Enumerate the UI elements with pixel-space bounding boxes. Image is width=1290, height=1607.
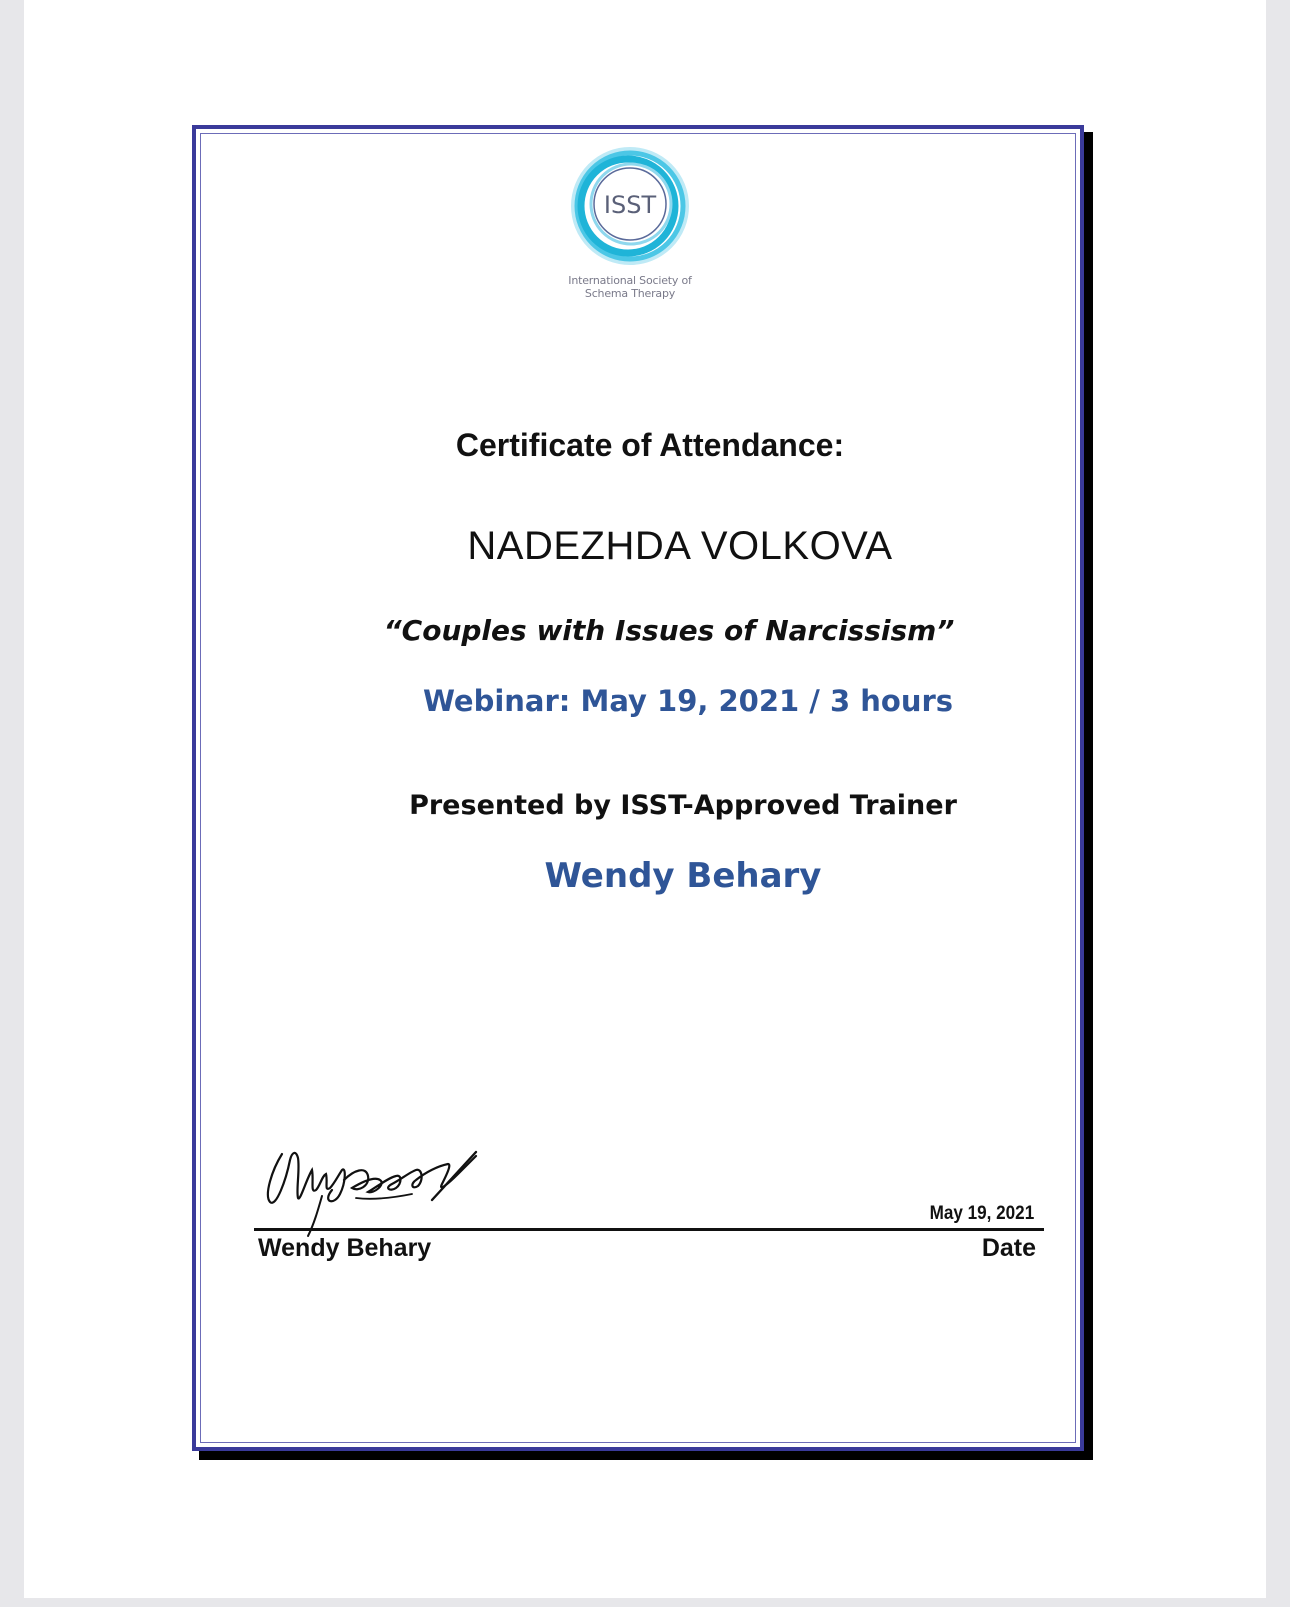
logo-org-line2: Schema Therapy	[584, 287, 676, 300]
isst-logo	[560, 146, 700, 306]
recipient-name: NADEZHDA VOLKOVA	[467, 524, 893, 568]
logo-org-name	[560, 274, 700, 300]
trainer-name: Wendy Behary	[544, 856, 822, 896]
presented-by-label: Presented by ISST-Approved Trainer	[409, 790, 957, 821]
signature-line	[254, 1228, 1044, 1231]
logo-org-line1: International Society of	[568, 274, 692, 287]
date-label: Date	[981, 1234, 1036, 1262]
certificate-title: Certificate of Attendance:	[455, 427, 845, 463]
handwritten-signature	[262, 1140, 484, 1240]
isst-ring-icon	[568, 146, 692, 270]
course-title: “Couples with Issues of Narcissism”	[383, 614, 955, 647]
webinar-details: Webinar: May 19, 2021 / 3 hours	[422, 684, 954, 718]
logo-mark: ISST	[603, 191, 657, 219]
signatory-name: Wendy Behary	[258, 1234, 432, 1262]
signature-date: May 19, 2021	[929, 1203, 1034, 1224]
